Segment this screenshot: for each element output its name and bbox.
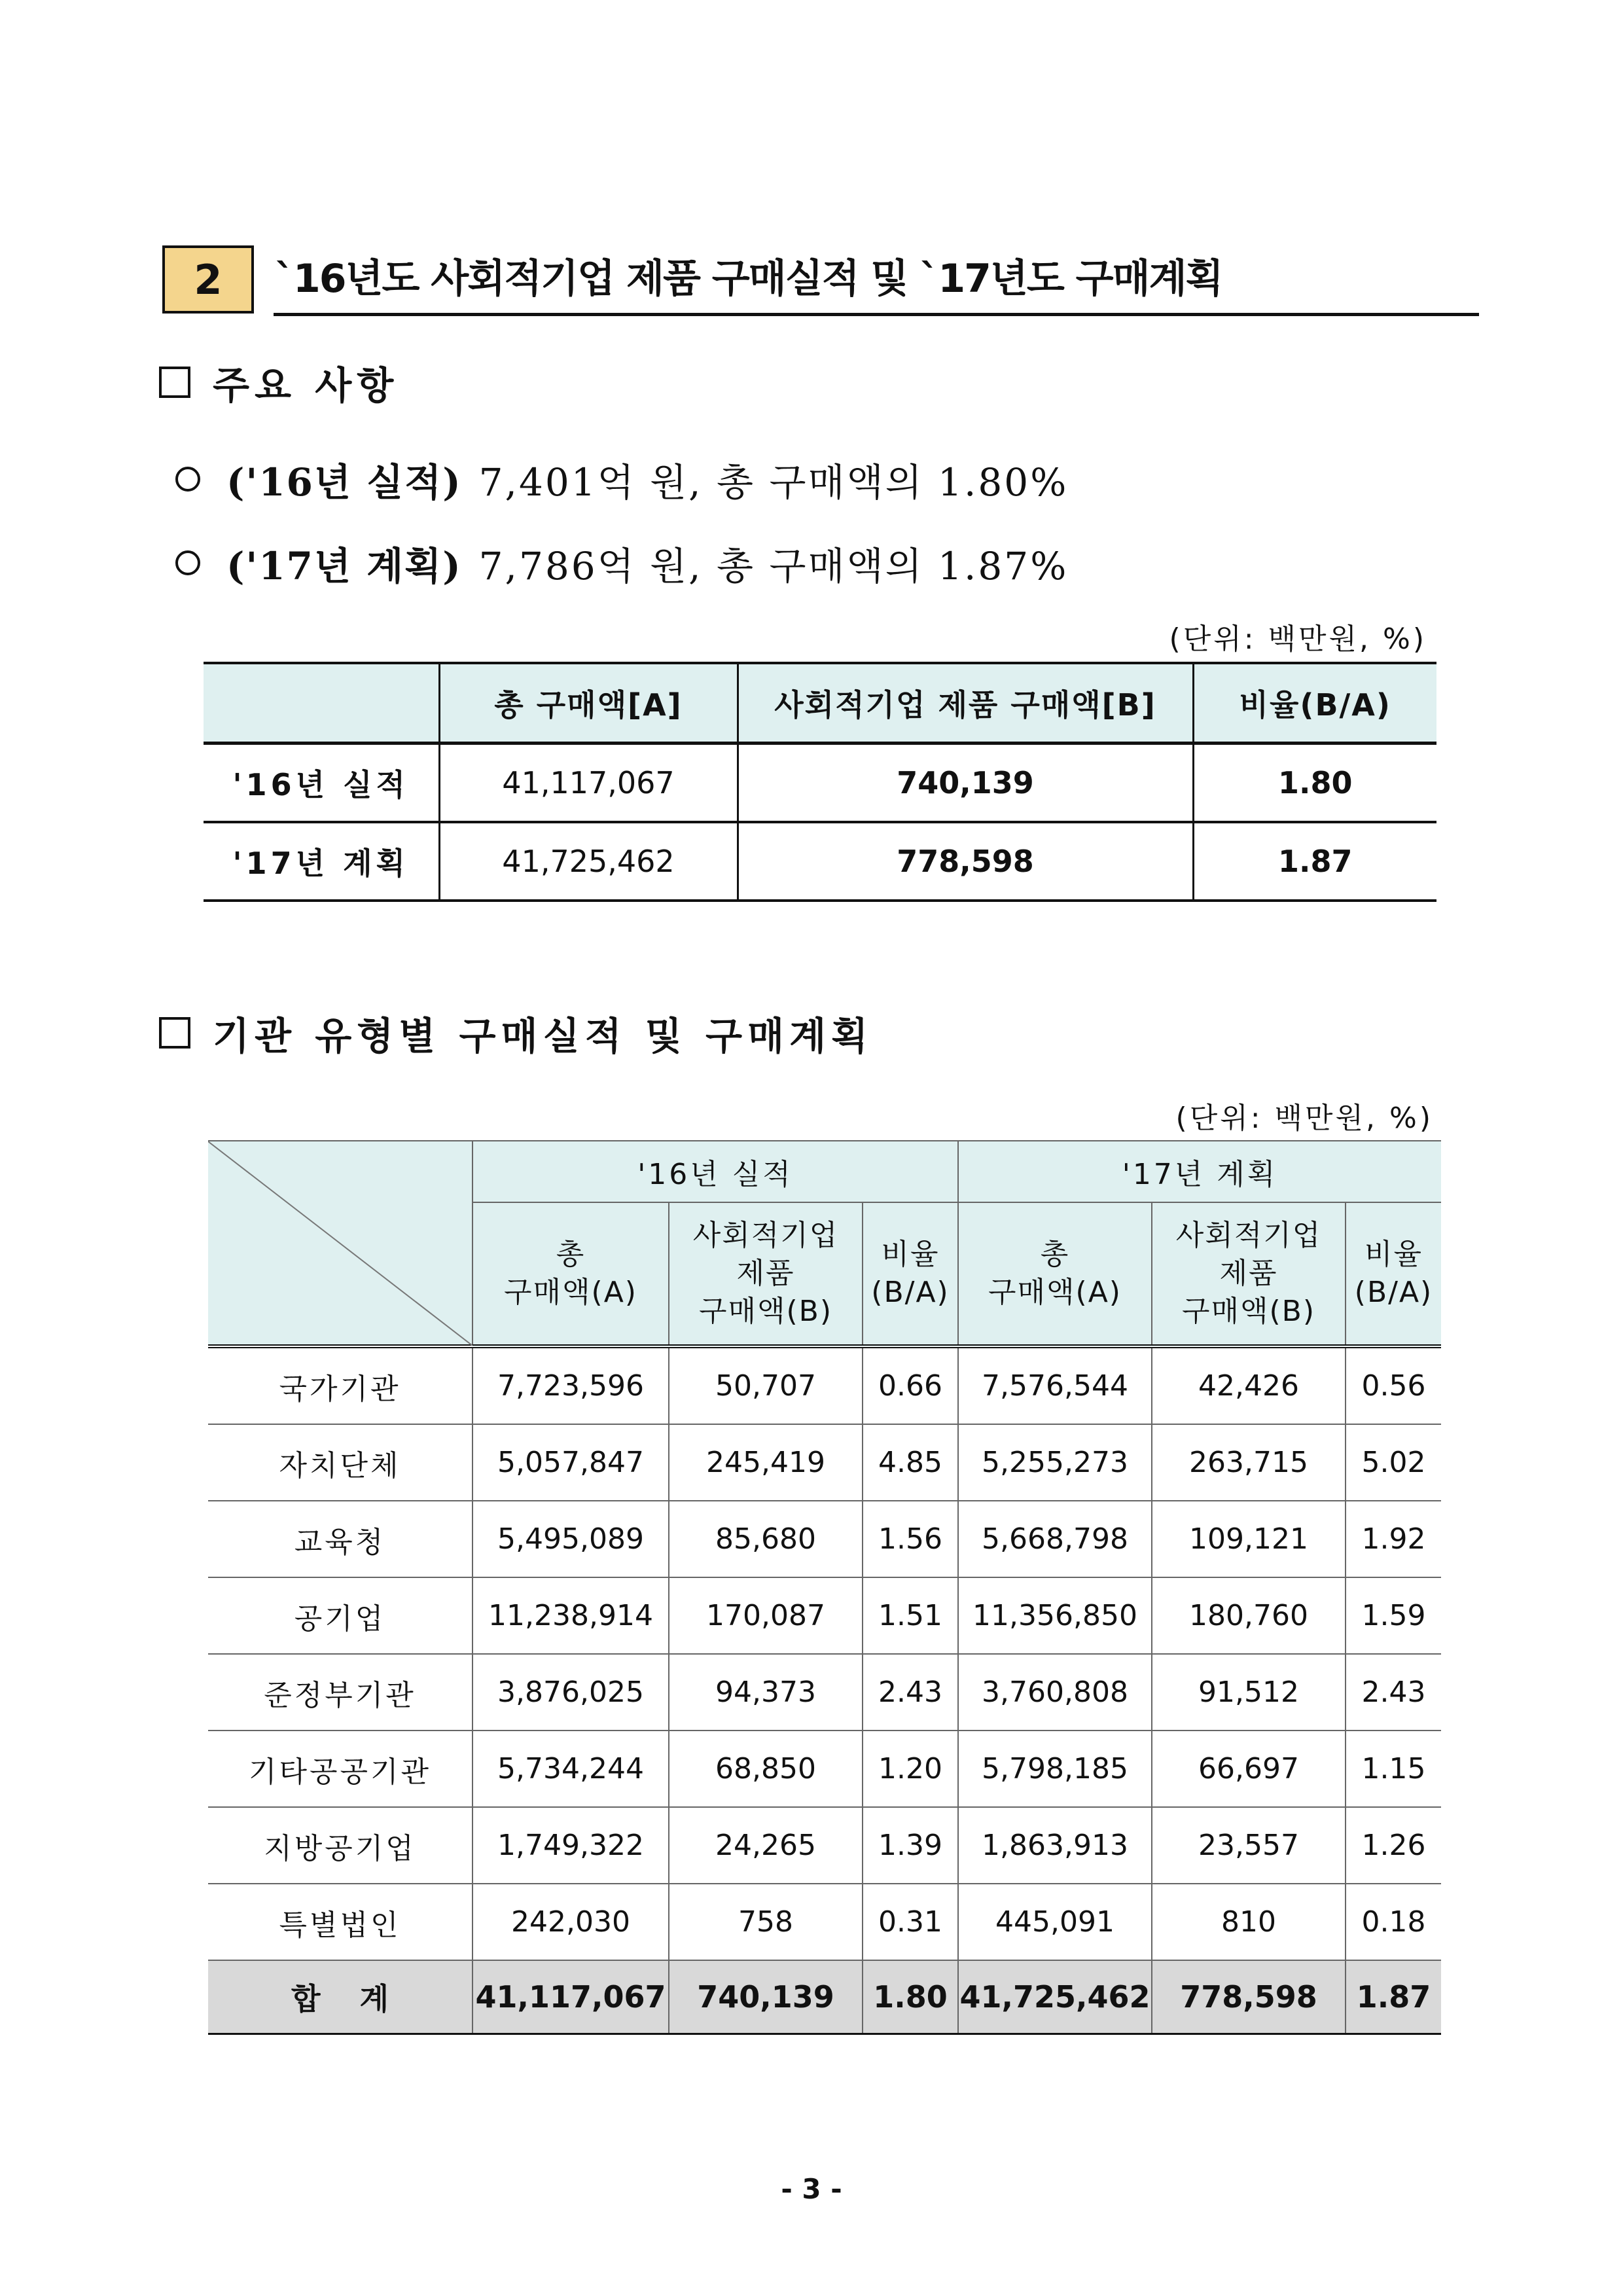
row-name: 국가기관 <box>208 1346 473 1424</box>
cell-total-2017: 11,356,850 <box>958 1577 1152 1654</box>
table-row <box>208 1807 1441 1884</box>
subheader-line: 비율 <box>881 1238 940 1271</box>
subheader-line: 제품 <box>736 1257 795 1290</box>
cell-total: 41,117,067 <box>439 744 738 823</box>
cell-social-2017: 66,697 <box>1152 1731 1346 1807</box>
cell-social-2016: 85,680 <box>669 1501 863 1577</box>
cell-ratio-2016: 1.39 <box>863 1807 958 1884</box>
cell-total-2016: 5,057,847 <box>473 1424 669 1501</box>
cell-social-2017: 180,760 <box>1152 1577 1346 1654</box>
cell-total-2016: 41,117,067 <box>473 1960 669 2034</box>
header-ratio: 비율(B/A) <box>1193 663 1436 744</box>
cell-ratio-2017: 0.56 <box>1346 1346 1441 1424</box>
header-total: 총 구매액[A] <box>439 663 738 744</box>
cell-total: 41,725,462 <box>439 822 738 901</box>
cell-ratio: 1.87 <box>1193 822 1436 901</box>
cell-total-2017: 5,668,798 <box>958 1501 1152 1577</box>
cell-total-2017: 5,798,185 <box>958 1731 1152 1807</box>
checkbox-icon <box>159 1017 190 1049</box>
cell-social: 740,139 <box>738 744 1193 823</box>
header-social: 사회적기업 제품 구매액[B] <box>738 663 1193 744</box>
row-name: 준정부기관 <box>208 1654 473 1731</box>
row-name: 기타공공기관 <box>208 1731 473 1807</box>
table-row <box>208 1346 1441 1424</box>
cell-total-2017: 41,725,462 <box>958 1960 1152 2034</box>
row-label: '16년 실적 <box>204 744 439 823</box>
table-row <box>208 1731 1441 1807</box>
cell-social-2017: 42,426 <box>1152 1346 1346 1424</box>
cell-ratio-2016: 1.56 <box>863 1501 958 1577</box>
table-row <box>208 1884 1441 1960</box>
bullet-label: ('16년 실적) <box>226 460 462 505</box>
subheader-line: (B/A) <box>1354 1276 1433 1309</box>
row-label: '17년 계획 <box>204 822 439 901</box>
cell-social-2017: 810 <box>1152 1884 1346 1960</box>
cell-ratio-2017: 1.26 <box>1346 1807 1441 1884</box>
header-corner <box>208 1141 473 1346</box>
cell-social-2017: 109,121 <box>1152 1501 1346 1577</box>
by-type-table-body <box>208 1346 1441 1960</box>
subheader-line: (B/A) <box>871 1276 950 1309</box>
cell-social-2016: 170,087 <box>669 1577 863 1654</box>
subheader-line: 구매액(B) <box>1182 1295 1316 1328</box>
table-row <box>204 822 1436 901</box>
subheader-line: 구매액(A) <box>504 1276 637 1309</box>
section-title: `16년도 사회적기업 제품 구매실적 및 `17년도 구매계획 <box>275 256 1222 302</box>
total-row <box>208 1960 1441 2034</box>
checkbox-icon <box>159 367 190 398</box>
cell-ratio-2016: 1.51 <box>863 1577 958 1654</box>
group-header-row <box>208 1141 1441 1202</box>
cell-total-2017: 3,760,808 <box>958 1654 1152 1731</box>
section-underline <box>274 313 1479 316</box>
by-type-table <box>208 1140 1441 2035</box>
cell-ratio-2016: 1.20 <box>863 1731 958 1807</box>
cell-total-2016: 242,030 <box>473 1884 669 1960</box>
subheader-social-2017 <box>1152 1202 1346 1346</box>
circle-bullet-icon <box>175 467 200 492</box>
table-row <box>208 1424 1441 1501</box>
table-row <box>208 1577 1441 1654</box>
cell-social-2016: 245,419 <box>669 1424 863 1501</box>
cell-social-2017: 91,512 <box>1152 1654 1346 1731</box>
cell-social-2016: 94,373 <box>669 1654 863 1731</box>
summary-unit-note: (단위: 백만원, %) <box>1169 622 1427 656</box>
cell-social-2017: 263,715 <box>1152 1424 1346 1501</box>
subheader-line: 비율 <box>1364 1238 1423 1271</box>
cell-ratio-2017: 1.59 <box>1346 1577 1441 1654</box>
cell-social-2016: 758 <box>669 1884 863 1960</box>
bullet-2016 <box>175 452 1068 507</box>
row-name: 자치단체 <box>208 1424 473 1501</box>
cell-ratio-2017: 5.02 <box>1346 1424 1441 1501</box>
cell-social-2017: 23,557 <box>1152 1807 1346 1884</box>
cell-ratio-2017: 1.92 <box>1346 1501 1441 1577</box>
cell-ratio-2016: 4.85 <box>863 1424 958 1501</box>
subheader-line: 구매액(A) <box>988 1276 1122 1309</box>
row-name: 공기업 <box>208 1577 473 1654</box>
row-name: 교육청 <box>208 1501 473 1577</box>
summary-heading <box>159 355 399 410</box>
summary-table-header <box>204 663 1436 744</box>
summary-table <box>204 662 1436 902</box>
cell-ratio-2017: 0.18 <box>1346 1884 1441 1960</box>
section-number: 2 <box>162 245 254 314</box>
cell-social-2016: 50,707 <box>669 1346 863 1424</box>
summary-heading-text: 주요 사항 <box>213 363 399 408</box>
bullet-2017 <box>175 535 1068 590</box>
subheader-line: 총 <box>1040 1238 1070 1271</box>
subheader-ratio-2016 <box>863 1202 958 1346</box>
cell-ratio-2016: 0.66 <box>863 1346 958 1424</box>
subheader-line: 사회적기업 <box>692 1219 839 1252</box>
page-number: - 3 - <box>781 2173 842 2205</box>
cell-ratio-2017: 1.87 <box>1346 1960 1441 2034</box>
cell-ratio-2017: 2.43 <box>1346 1654 1441 1731</box>
cell-total-2016: 5,495,089 <box>473 1501 669 1577</box>
cell-social-2017: 778,598 <box>1152 1960 1346 2034</box>
cell-total-2017: 1,863,913 <box>958 1807 1152 1884</box>
subheader-line: 제품 <box>1219 1257 1278 1290</box>
table-row <box>208 1654 1441 1731</box>
cell-ratio: 1.80 <box>1193 744 1436 823</box>
by-type-unit-note: (단위: 백만원, %) <box>1175 1102 1433 1135</box>
cell-ratio-2016: 1.80 <box>863 1960 958 2034</box>
cell-ratio-2016: 0.31 <box>863 1884 958 1960</box>
cell-total-2017: 445,091 <box>958 1884 1152 1960</box>
group-header-2017: '17년 계획 <box>958 1141 1441 1202</box>
cell-total-2016: 7,723,596 <box>473 1346 669 1424</box>
cell-total-2016: 11,238,914 <box>473 1577 669 1654</box>
cell-social: 778,598 <box>738 822 1193 901</box>
subheader-line: 총 <box>556 1238 586 1271</box>
by-type-heading-text: 기관 유형별 구매실적 및 구매계획 <box>213 1014 874 1058</box>
cell-total-2017: 7,576,544 <box>958 1346 1152 1424</box>
row-name: 합계 <box>208 1960 473 2034</box>
circle-bullet-icon <box>175 550 200 575</box>
table-row <box>208 1501 1441 1577</box>
diagonal-line <box>208 1141 473 1346</box>
bullet-text: 7,401억 원, 총 구매액의 1.80% <box>478 460 1069 505</box>
bullet-label: ('17년 계획) <box>226 544 462 588</box>
subheader-total-2016 <box>473 1202 669 1346</box>
subheader-line: 사회적기업 <box>1175 1219 1322 1252</box>
subheader-total-2017 <box>958 1202 1152 1346</box>
row-name: 지방공기업 <box>208 1807 473 1884</box>
header-corner <box>204 663 439 744</box>
cell-total-2016: 5,734,244 <box>473 1731 669 1807</box>
subheader-line: 구매액(B) <box>698 1295 833 1328</box>
cell-total-2017: 5,255,273 <box>958 1424 1152 1501</box>
cell-ratio-2016: 2.43 <box>863 1654 958 1731</box>
subheader-ratio-2017 <box>1346 1202 1441 1346</box>
group-header-2016: '16년 실적 <box>473 1141 958 1202</box>
cell-social-2016: 68,850 <box>669 1731 863 1807</box>
subheader-social-2016 <box>669 1202 863 1346</box>
by-type-heading <box>159 1005 873 1060</box>
cell-social-2016: 24,265 <box>669 1807 863 1884</box>
cell-ratio-2017: 1.15 <box>1346 1731 1441 1807</box>
table-row <box>204 744 1436 823</box>
cell-social-2016: 740,139 <box>669 1960 863 2034</box>
cell-total-2016: 1,749,322 <box>473 1807 669 1884</box>
row-name: 특별법인 <box>208 1884 473 1960</box>
cell-total-2016: 3,876,025 <box>473 1654 669 1731</box>
bullet-text: 7,786억 원, 총 구매액의 1.87% <box>478 544 1069 588</box>
